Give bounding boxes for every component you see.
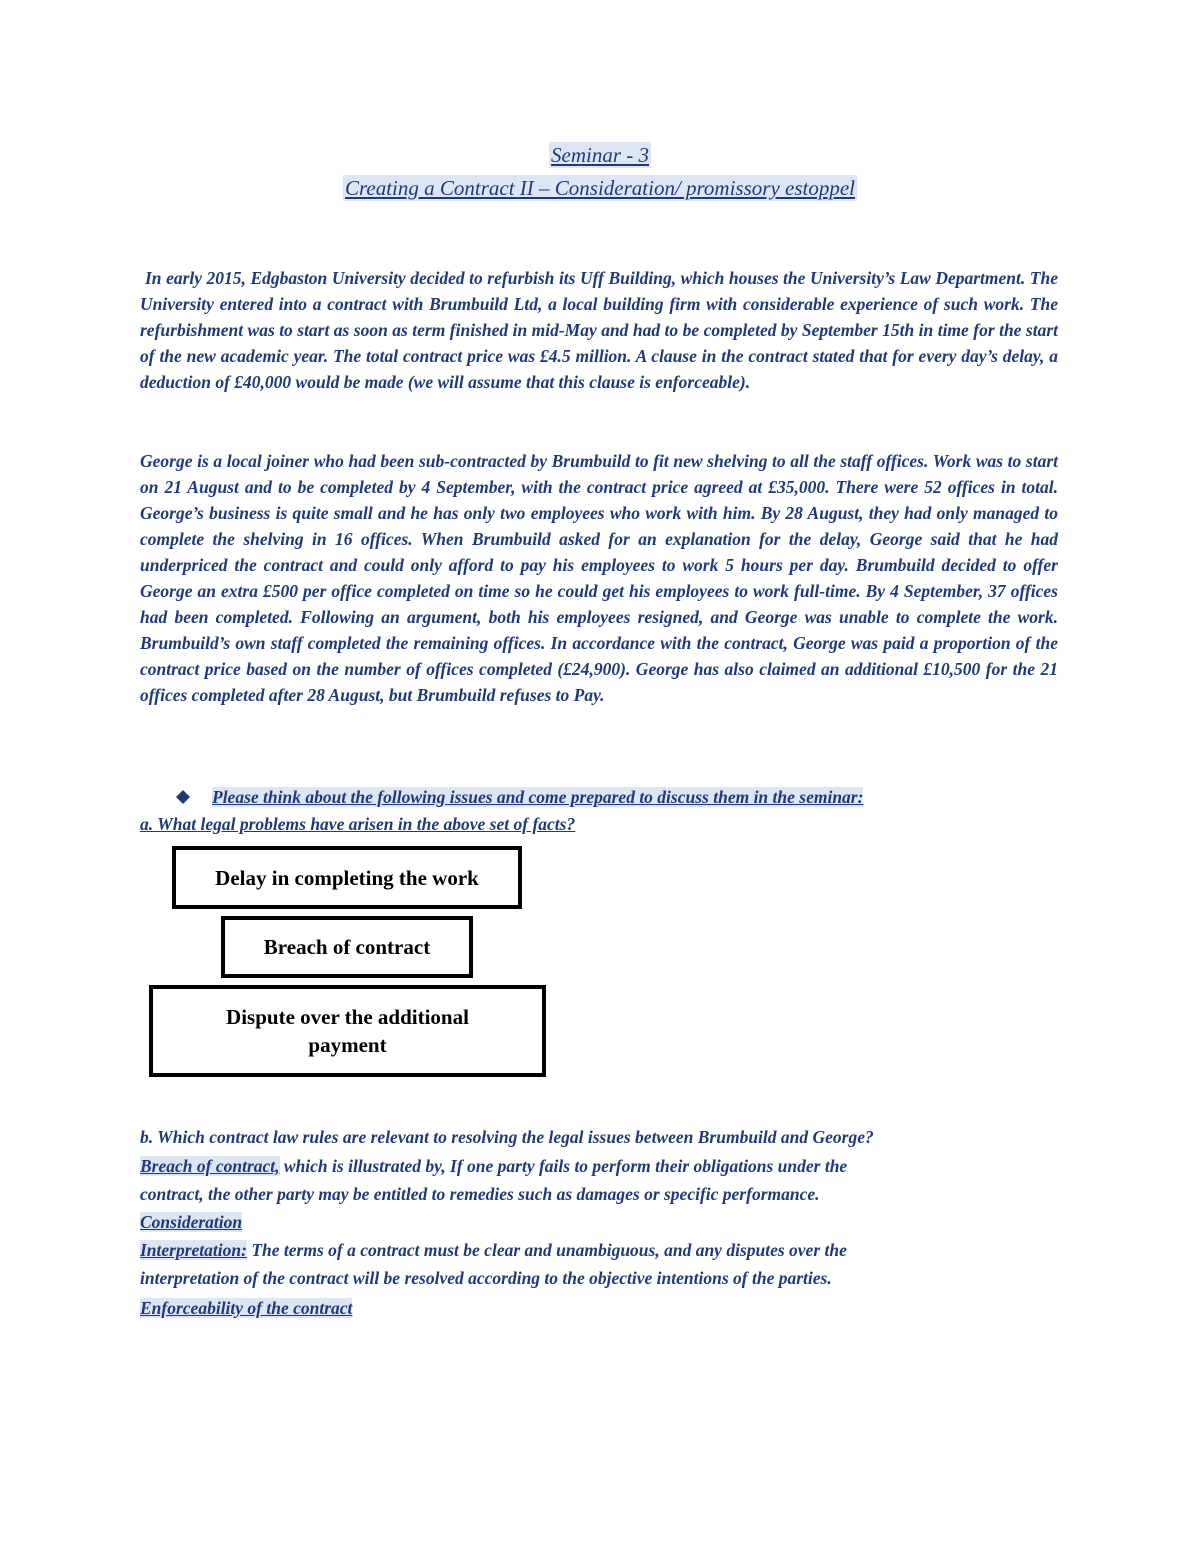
rule-interpretation-line-2 — [140, 1265, 832, 1291]
rule-consideration-label: Consideration — [140, 1212, 243, 1232]
issue-box-dispute-label: Dispute over the additional payment — [226, 1005, 469, 1057]
facts-paragraph-1: In early 2015, Edgbaston University decided to refurbish its Uff Building, which houses the University’s Law Department. The University entered into a contract with Brumbuild Ltd, a local building firm with considerable experience of such work. The refurbishment was to start as soon as term finished in mid-May and had to be completed by September 15th in time for the start of the new academic year. The total contract price was £4.5 million. A clause in the contract stated that for every day’s delay, a deduction of £40,000 would be made (we will assume that this clause is enforceable). — [140, 268, 1058, 392]
facts-paragraph-2: George is a local joiner who had been sub-contracted by Brumbuild to fit new shelving to all the staff offices. Work was to start on 21 August and to be completed by 4 September, with the contract price agreed at £35,000. There were 52 offices in total. George’s business is quite small and he has only two employees who work with him. By 28 August, they had only managed to complete the shelving in 16 offices. When Brumbuild asked for an explanation for the delay, George said that he had underpriced the contract and could only afford to pay his employees to work 5 hours per day. Brumbuild decided to offer George an extra £500 per office completed on time so he could get his employees to work full-time. By 4 September, 37 offices had been completed. Following an argument, both his employees resigned, and George was unable to complete the work. Brumbuild’s own staff completed the remaining offices. In accordance with the contract, George was paid a proportion of the contract price based on the number of offices completed (£24,900). George has also claimed an additional £10,500 for the 21 offices completed after 28 August, but Brumbuild refuses to Pay. — [140, 451, 1058, 705]
question-b-text: b. Which contract law rules are relevant to resolving the legal issues between Brumbuild and George? — [140, 1127, 874, 1147]
rule-interpretation-text-2: interpretation of the contract will be resolved according to the objective intentions of the parties. — [140, 1268, 832, 1288]
issue-box-breach-label: Breach of contract — [263, 935, 431, 959]
issue-box-delay — [172, 846, 522, 909]
question-a-text: a. What legal problems have arisen in the above set of facts? — [140, 814, 576, 834]
rule-interpretation-label: Interpretation: — [140, 1240, 247, 1260]
instruction-line — [212, 784, 863, 810]
issue-box-breach — [221, 916, 473, 978]
question-b — [140, 1124, 874, 1150]
diamond-bullet-icon — [176, 790, 190, 804]
rule-interpretation-line-1 — [140, 1237, 847, 1263]
page-subtitle-line — [0, 175, 1200, 201]
instruction-text: Please think about the following issues and come prepared to discuss them in the seminar: — [212, 787, 864, 807]
page-title — [0, 142, 1200, 168]
issue-box-delay-label: Delay in completing the work — [215, 865, 479, 890]
rule-enforceability-label: Enforceability of the contract — [140, 1298, 353, 1318]
seminar-title: Seminar - 3 — [551, 143, 649, 167]
rule-consideration-line — [140, 1209, 242, 1235]
issue-box-dispute — [149, 985, 546, 1077]
rule-breach-label: Breach of contract, — [140, 1156, 280, 1176]
rule-interpretation-text-1: The terms of a contract must be clear and unambiguous, and any disputes over the — [246, 1240, 847, 1260]
rule-breach-line-1 — [140, 1153, 847, 1179]
seminar-subtitle: Creating a Contract II – Consideration/ promissory estoppel — [344, 176, 856, 200]
rule-enforceability-line — [140, 1295, 352, 1321]
rule-breach-line-2 — [140, 1181, 820, 1207]
rule-breach-text-2: contract, the other party may be entitled to remedies such as damages or specific performance. — [140, 1184, 820, 1204]
rule-breach-text-1: which is illustrated by, If one party fails to perform their obligations under the — [279, 1156, 848, 1176]
question-a — [140, 811, 575, 837]
